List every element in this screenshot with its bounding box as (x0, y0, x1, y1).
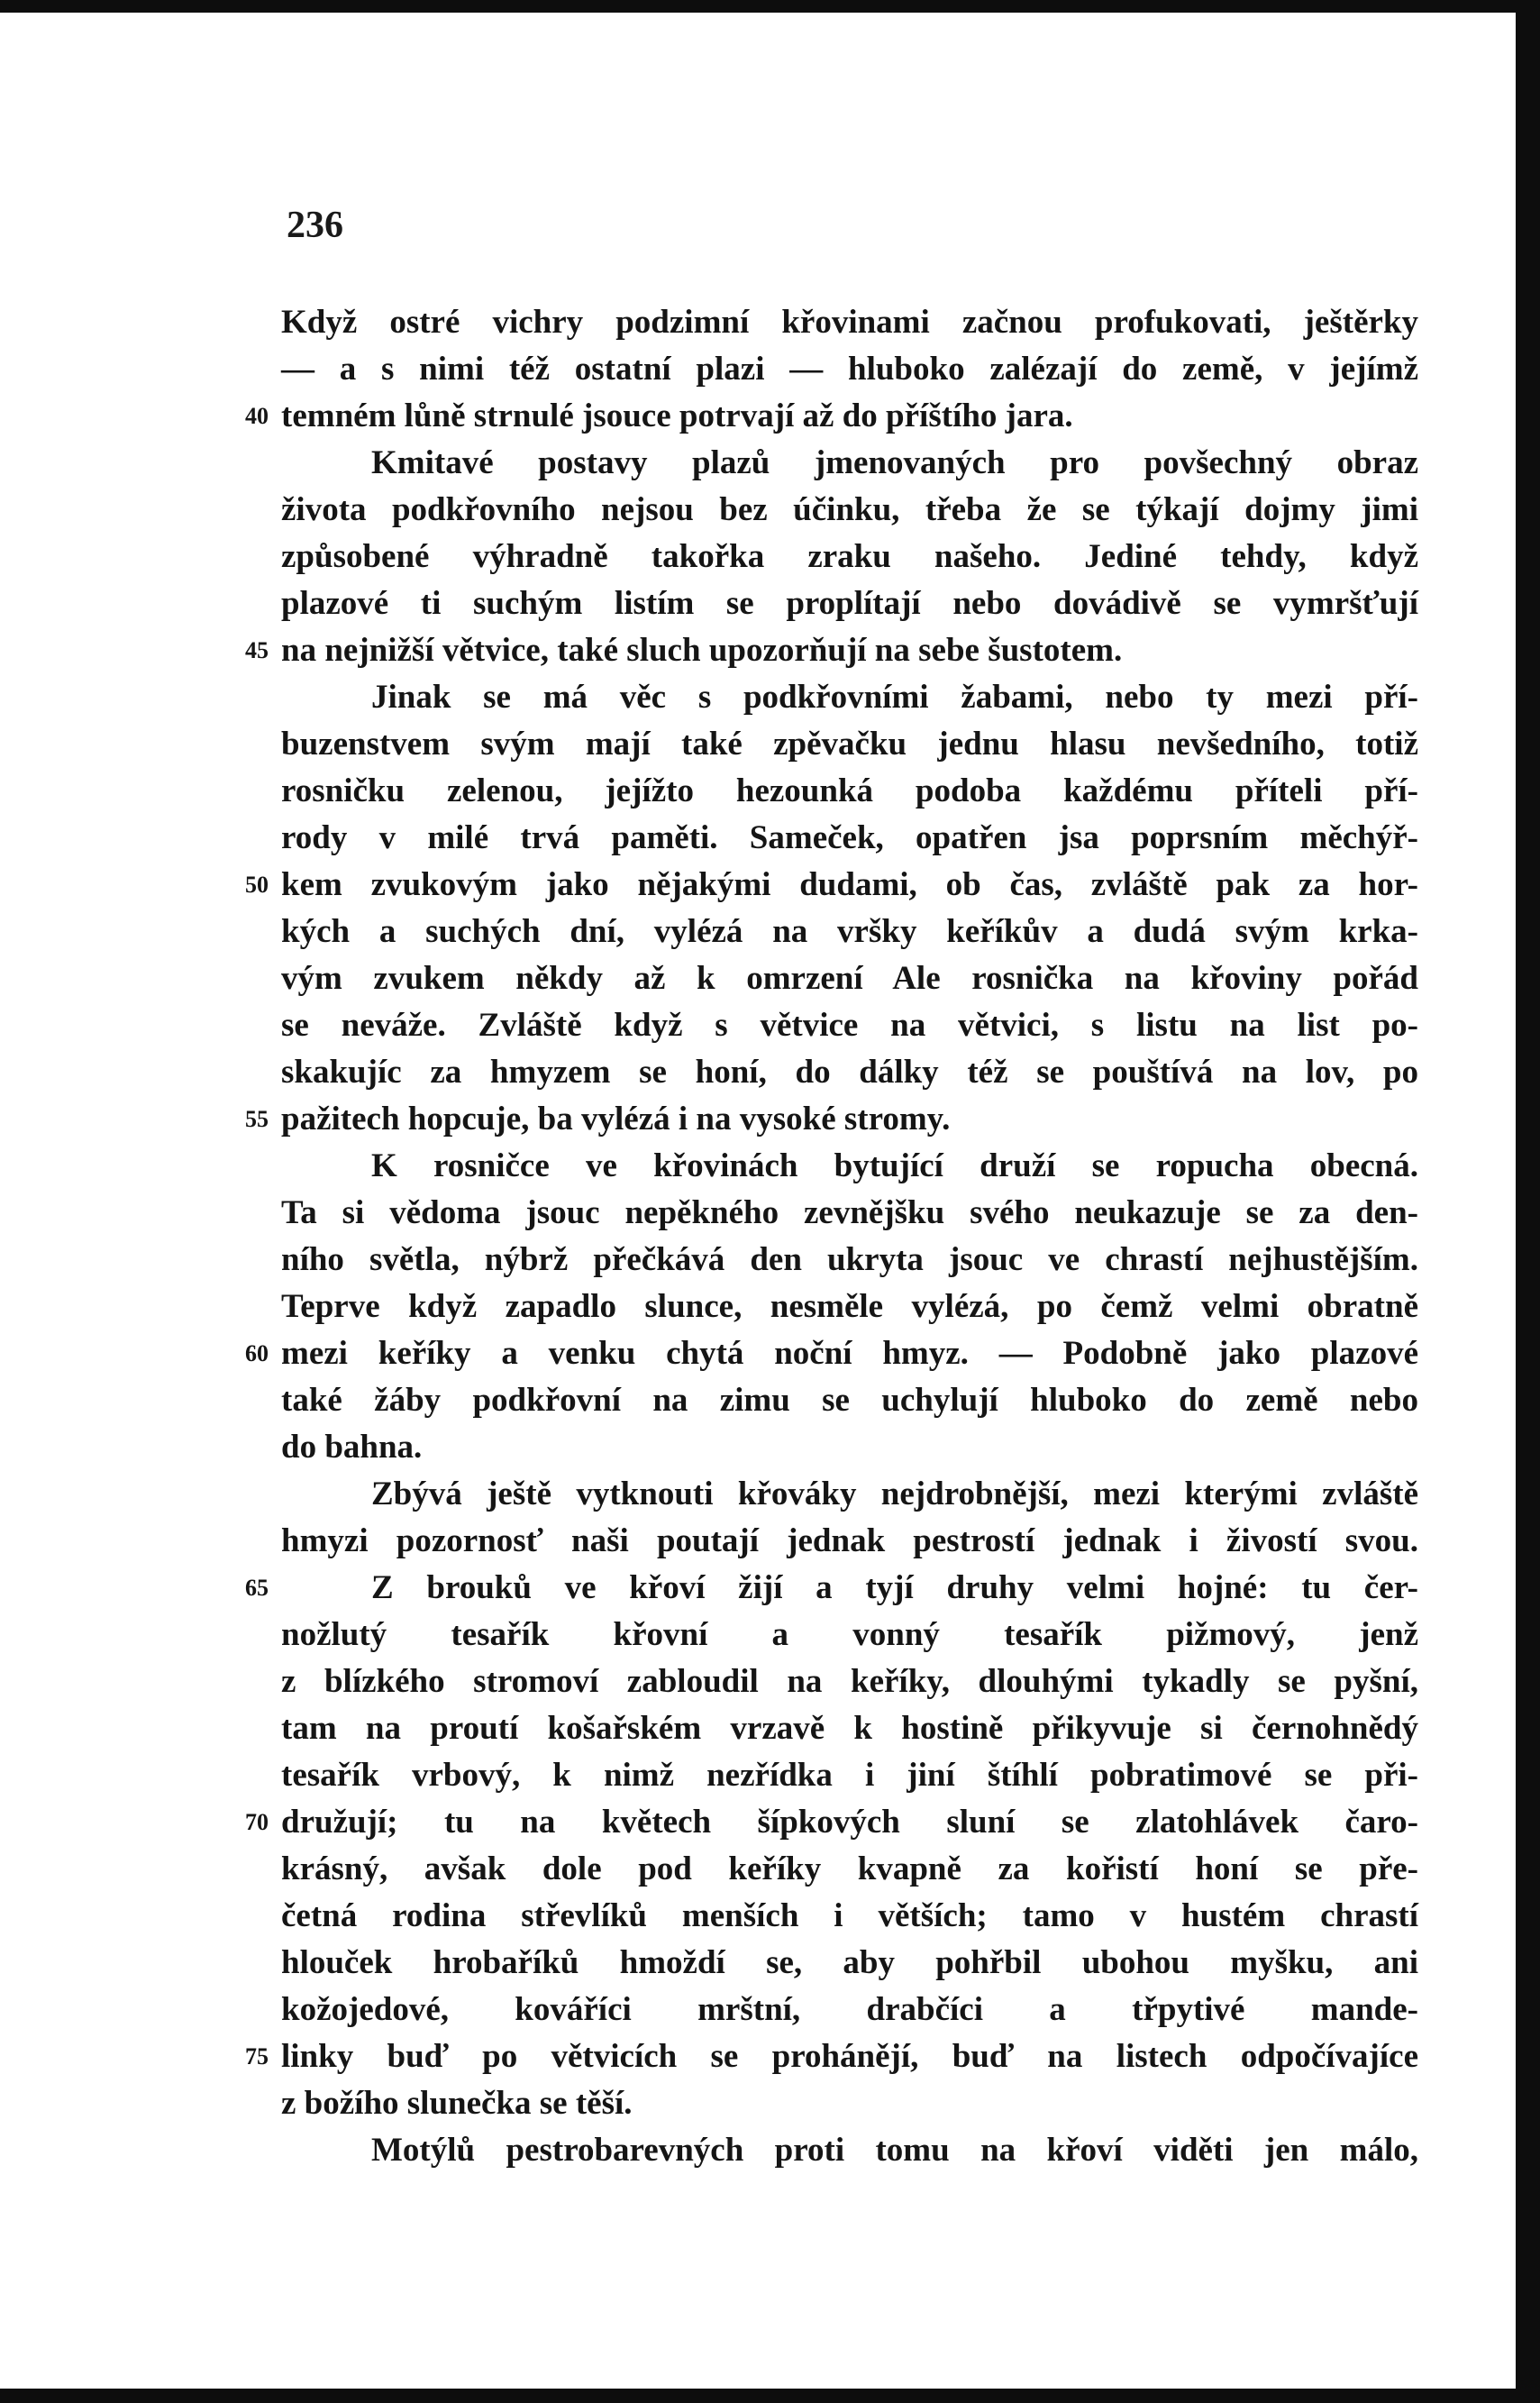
line-number: 60 (245, 1340, 269, 1366)
line-text: do bahna. (281, 1429, 423, 1466)
line-text: Motýlů pestrobarevných proti tomu na křoví viděti jen málo, (371, 2132, 1418, 2169)
line-text: skakujíc za hmyzem se honí, do dálky též se pouštívá na lov, po (281, 1054, 1418, 1091)
text-line (0, 487, 1516, 534)
line-text: plazové ti suchým listím se proplítají nebo dovádivě se vymršťují (281, 585, 1418, 622)
line-number: 65 (245, 1575, 269, 1601)
line-text: kem zvukovým jako nějakými dudami, ob čas, zvláště pak za hor- (281, 866, 1418, 903)
line-number: 50 (245, 872, 269, 898)
line-number: 70 (245, 1809, 269, 1835)
text-line (0, 1799, 1516, 1846)
line-text: na nejnižší větvice, také sluch upozorňují na sebe šustotem. (281, 632, 1123, 669)
text-line (0, 1190, 1516, 1237)
line-text: — a s nimi též ostatní plazi — hluboko zalézají do země, v jejímž (281, 351, 1418, 388)
text-line (0, 1752, 1516, 1799)
line-text: Z brouků ve křoví žijí a tyjí druhy velmi hojné: tu čer- (371, 1569, 1418, 1606)
line-text: mezi keříky a venku chytá noční hmyz. — Podobně jako plazové (281, 1335, 1418, 1372)
line-text: pažitech hopcuje, ba vylézá i na vysoké stromy. (281, 1101, 951, 1138)
text-line (0, 909, 1516, 955)
line-number: 55 (245, 1106, 269, 1132)
line-text: Zbývá ještě vytknouti křováky nejdrobnější, mezi kterými zvláště (371, 1476, 1418, 1512)
line-text: Kmitavé postavy plazů jmenovaných pro povšechný obraz (371, 444, 1418, 481)
text-line (0, 1284, 1516, 1330)
line-number: 45 (245, 637, 269, 663)
line-text: vým zvukem někdy až k omrzení Ale rosnička na křoviny pořád (281, 960, 1418, 997)
text-line (0, 1377, 1516, 1424)
book-page (0, 13, 1516, 2389)
line-number: 75 (245, 2043, 269, 2070)
text-line (0, 1893, 1516, 1940)
text-line (0, 1987, 1516, 2033)
line-text: kých a suchých dní, vylézá na vršky keříkův a dudá svým krka- (281, 913, 1418, 950)
text-line (0, 299, 1516, 346)
text-line (0, 346, 1516, 393)
line-text: četná rodina střevlíků menších i větších; tamo v hustém chrastí (281, 1897, 1418, 1934)
text-line (0, 1846, 1516, 1893)
text-line (0, 721, 1516, 768)
text-line (0, 580, 1516, 627)
text-line (0, 1049, 1516, 1096)
line-text: buzenstvem svým mají také zpěvačku jednu hlasu nevšedního, totiž (281, 726, 1418, 763)
line-text: kožojedové, kováříci mrštní, drabčíci a třpytivé mande- (281, 1991, 1418, 2028)
line-number: 40 (245, 403, 269, 429)
text-line (0, 1471, 1516, 1518)
text-line (0, 1565, 1516, 1612)
page-number: 236 (287, 205, 343, 246)
text-line (0, 1518, 1516, 1565)
text-line (0, 815, 1516, 862)
text-line (0, 1658, 1516, 1705)
line-text: Jinak se má věc s podkřovními žabami, nebo ty mezi pří- (371, 679, 1418, 716)
text-line (0, 674, 1516, 721)
text-line (0, 1705, 1516, 1752)
line-text: Ta si vědoma jsouc nepěkného zevnějšku svého neukazuje se za den- (281, 1194, 1418, 1231)
line-text: také žáby podkřovní na zimu se uchylují hluboko do země nebo (281, 1382, 1418, 1419)
text-line (0, 1237, 1516, 1284)
text-line (0, 1424, 1516, 1471)
line-text: rosničku zelenou, jejížto hezounká podoba každému příteli pří- (281, 772, 1418, 809)
line-text: nožlutý tesařík křovní a vonný tesařík pižmový, jenž (281, 1616, 1418, 1653)
text-line (0, 2080, 1516, 2127)
line-text: hlouček hrobaříků hmoždí se, aby pohřbil ubohou myšku, ani (281, 1944, 1418, 1981)
text-line (0, 440, 1516, 487)
text-line (0, 862, 1516, 909)
line-text: způsobené výhradně takořka zraku našeho. Jediné tehdy, když (281, 538, 1418, 575)
line-text: temném lůně strnulé jsouce potrvají až do příštího jara. (281, 397, 1073, 434)
line-text: života podkřovního nejsou bez účinku, třeba že se týkají dojmy jimi (281, 491, 1418, 528)
text-line (0, 627, 1516, 674)
text-line (0, 1143, 1516, 1190)
line-text: Když ostré vichry podzimní křovinami začnou profukovati, ještěrky (281, 304, 1418, 341)
text-line (0, 2033, 1516, 2080)
line-text: linky buď po větvicích se prohánějí, buď na listech odpočívajíce (281, 2038, 1418, 2075)
text-line (0, 393, 1516, 440)
line-text: tam na proutí košařském vrzavě k hostině přikyvuje si černohnědý (281, 1710, 1418, 1747)
text-line (0, 2127, 1516, 2174)
line-text: se neváže. Zvláště když s větvice na větvici, s listu na list po- (281, 1007, 1418, 1044)
body-text (0, 299, 1516, 2174)
line-text: Teprve když zapadlo slunce, nesměle vylézá, po čemž velmi obratně (281, 1288, 1418, 1325)
text-line (0, 1096, 1516, 1143)
line-text: rody v milé trvá paměti. Sameček, opatřen jsa poprsním měchýř- (281, 819, 1418, 856)
line-text: družují; tu na květech šípkových sluní se zlatohlávek čaro- (281, 1804, 1418, 1841)
line-text: krásný, avšak dole pod keříky kvapně za kořistí honí se pře- (281, 1850, 1418, 1887)
line-text: ního světla, nýbrž přečkává den ukryta jsouc ve chrastí nejhustějším. (281, 1241, 1418, 1278)
line-text: K rosničce ve křovinách bytující druží se ropucha obecná. (371, 1147, 1418, 1184)
line-text: z blízkého stromoví zabloudil na keříky, dlouhými tykadly se pyšní, (281, 1663, 1418, 1700)
line-text: hmyzi pozornosť naši poutají jednak pestrostí jednak i živostí svou. (281, 1522, 1418, 1559)
text-line (0, 1940, 1516, 1987)
text-line (0, 534, 1516, 580)
text-line (0, 1002, 1516, 1049)
text-line (0, 1612, 1516, 1658)
line-text: tesařík vrbový, k nimž nezřídka i jiní štíhlí pobratimové se při- (281, 1757, 1418, 1794)
text-line (0, 1330, 1516, 1377)
text-line (0, 955, 1516, 1002)
line-text: z božího slunečka se těší. (281, 2085, 633, 2122)
text-line (0, 768, 1516, 815)
